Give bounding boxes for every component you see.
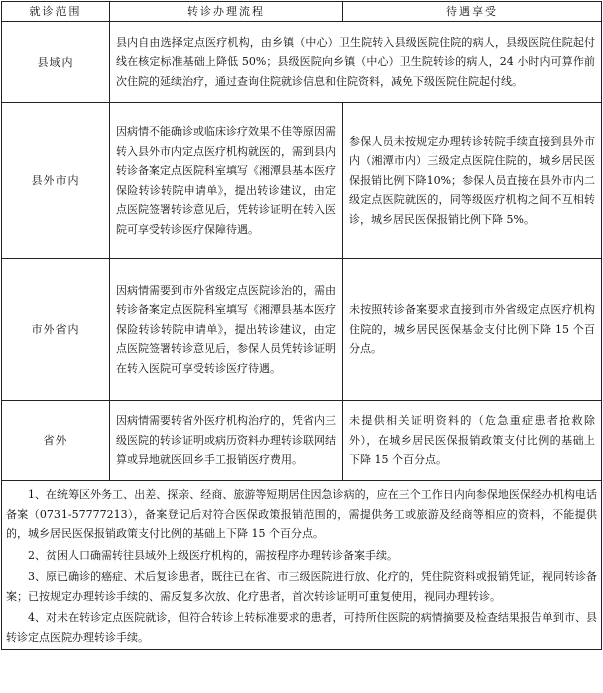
- note-2: 2、贫困人口确需转往县域外上级医疗机构的，需按程序办理转诊备案手续。: [28, 548, 398, 562]
- referral-policy-table: [1, 1, 602, 650]
- note-4: 4、对未在转诊定点医院就诊，但符合转诊上转标准要求的患者，可持所住医院的病情摘要及检查结果报告单到市、县转诊定点医院办理转诊手续。: [6, 611, 597, 644]
- notes-row: [2, 481, 602, 650]
- policy-document: [1, 1, 601, 691]
- header-benefit: 待遇享受: [343, 2, 602, 22]
- header-scope: 就诊范围: [2, 2, 110, 22]
- row-county: [2, 22, 602, 103]
- process-out-province: 因病情需要转省外医疗机构治疗的，凭省内三级医院的转诊证明或病历资料办理转诊联网结算或异地就医回乡手工报销医疗费用。: [110, 401, 343, 481]
- benefit-out-city: 未按照转诊备案要求直接到市外省级定点医疗机构住院的，城乡居民医保基金支付比例下降 15 个百分点。: [343, 259, 602, 401]
- row-out-city-in-province: [2, 259, 602, 401]
- scope-out-province: 省外: [2, 401, 110, 481]
- header-row: [2, 2, 602, 22]
- scope-county: 县域内: [2, 22, 110, 103]
- notes-cell: [2, 481, 602, 650]
- process-out-city: 因病情需要到市外省级定点医院诊治的，需由转诊备案定点医院科室填写《湘潭县基本医疗保险转诊转院申请单》，提出转诊建议，由定点医院签署转诊意见后，参保人员凭转诊证明在转入医院可享受转诊医疗待遇。: [110, 259, 343, 401]
- header-process: 转诊办理流程: [110, 2, 343, 22]
- process-out-county: 因病情不能确诊或临床诊疗效果不佳等原因需转入县外市内定点医疗机构就医的，需到县内转诊备案定点医院科室填写《湘潭县基本医疗保险转诊转院申请单》，提出转诊建议，由定点医院签署转诊意见后，凭转诊证明在转入医院可享受转诊医疗保障待遇。: [110, 103, 343, 259]
- note-1: 1、在统筹区外务工、出差、探亲、经商、旅游等短期居住因急诊病的，应在三个工作日内向参保地医保经办机构电话备案（0731-57777213），备案登记后对符合医保政策报销范围的，需提供务工或旅游及经商等相应的资料，不能提供的，城乡居民医保报销政策支付比例的基础上下降 15 个百分点。: [6, 488, 597, 540]
- benefit-out-province: 未提供相关证明资料的（危急重症患者抢救除外），在城乡居民医保报销政策支付比例的基础上下降 15 个百分点。: [343, 401, 602, 481]
- note-3: 3、原已确诊的癌症、术后复诊患者，既往已在省、市三级医院进行放、化疗的，凭住院资料或报销凭证，视同转诊备案；已按规定办理转诊手续的、需反复多次放、化疗患者，首次转诊证明可重复使用，视同办理转诊。: [6, 570, 597, 603]
- scope-out-county: 县外市内: [2, 103, 110, 259]
- county-policy-text: 县内自由选择定点医疗机构，由乡镇（中心）卫生院转入县级医院住院的病人，县级医院住院起付线在核定标准基础上降低 50%；县级医院向乡镇（中心）卫生院转诊的病人，24 小时内可算作前次住院的延续治疗，通过查询住院就诊信息和住院资料，减免下级医院住院起付线。: [110, 22, 602, 103]
- row-out-county-in-city: [2, 103, 602, 259]
- row-out-province: [2, 401, 602, 481]
- benefit-out-county: 参保人员未按规定办理转诊转院手续直接到县外市内（湘潭市内）三级定点医院住院的，城乡居民医保报销比例下降10%；参保人员直接在县外市内二级定点医院就医的，同等级医疗机构之间不互相转诊，城乡居民医保报销比例下降 5%。: [343, 103, 602, 259]
- scope-out-city: 市外省内: [2, 259, 110, 401]
